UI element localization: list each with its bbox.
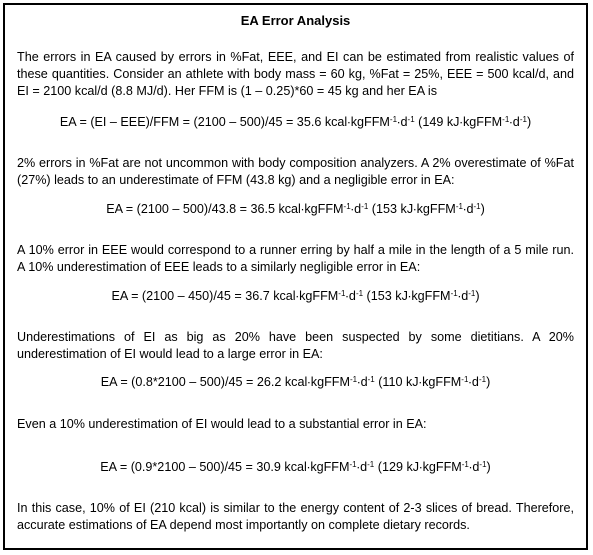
ea-error-analysis-box [3,3,588,550]
intro-paragraph: The errors in EA caused by errors in %Fat, EEE, and EI can be estimated from realistic values of these quantities. Consider an athlete with body mass = 60 kg, %Fat = 25%, EEE = 500 kcal/d, and EI = 2100 kcal/d (8.8 MJ/d). Her FFM is (1 – 0.25)*60 = 45 kg and her EA is [17,50,574,98]
page-title: EA Error Analysis [240,13,351,28]
fat-error-paragraph: 2% errors in %Fat are not uncommon with body composition analyzers. A 2% overestimate of %Fat (27%) leads to an underestimate of FFM (43.8 kg) and a negligible error in EA: [17,156,574,187]
conclusion-paragraph: In this case, 10% of EI (210 kcal) is similar to the energy content of 2-3 slices of bread. Therefore, accurate estimations of EA depend most importantly on complete dietary records. [17,501,574,532]
equation-ei-10pct: EA = (0.9*2100 – 500)/45 = 30.9 $kcal\cdot kgFFM^{-1}\cdot d^{-1}$ (129 $kJ\cdot kgFFM^{-1}\cdot d^{-1}$) [100,460,491,474]
ei-10pct-paragraph: Even a 10% underestimation of EI would lead to a substantial error in EA: [17,417,427,431]
equation-fat-error: EA = (2100 – 500)/43.8 = 36.5 $kcal\cdot kgFFM^{-1}\cdot d^{-1}$ (153 $kJ\cdot kgFFM^{-1}\cdot d^{-1}$) [106,202,485,216]
equation-eee-error: EA = (2100 – 450)/45 = 36.7 $kcal\cdot kgFFM^{-1}\cdot d^{-1}$ (153 $kJ\cdot kgFFM^{-1}\cdot d^{-1}$) [111,289,480,303]
ei-20pct-paragraph: Underestimations of EI as big as 20% have been suspected by some dietitians. A 20% underestimation of EI would lead to a large error in EA: [17,330,574,361]
equation-ei-20pct: EA = (0.8*2100 – 500)/45 = 26.2 $kcal\cdot kgFFM^{-1}\cdot d^{-1}$ (110 $kJ\cdot kgFFM^{-1}\cdot d^{-1}$) [100,375,491,389]
eee-error-paragraph: A 10% error in EEE would correspond to a runner erring by half a mile in the length of a 5 mile run. A 10% underestimation of EEE leads to a similarly negligible error in EA: [17,243,574,274]
equation-baseline: EA = (EI – EEE)/FFM = (2100 – 500)/45 = 35.6 $kcal\cdot kgFFM^{-1}\cdot d^{-1}$ (149 $kJ\cdot kgFFM^{-1}\cdot d^{-1}$) [59,115,532,129]
